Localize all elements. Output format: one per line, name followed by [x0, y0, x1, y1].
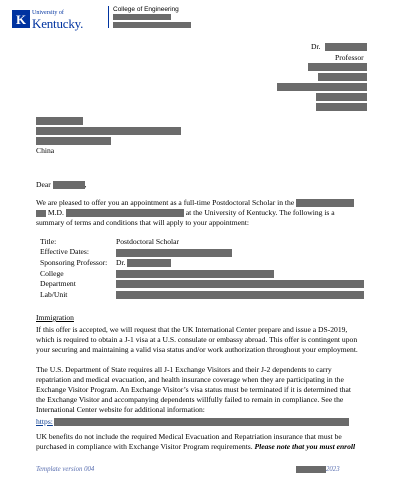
term-value: Postdoctoral Scholar — [116, 236, 180, 246]
redacted-addressee-line-3 — [277, 83, 367, 91]
immigration-paragraph-3 — [36, 432, 368, 452]
immigration-p2-line-1: The U.S. Department of State requires all J-1 Exchange Visitors and their J-2 dependents to carry — [36, 365, 332, 374]
term-value-prefix: Dr. — [116, 257, 126, 267]
logo-university-text: University of — [32, 10, 64, 16]
immigration-p1-line-2: which is required to obtain a J-1 visa at a U.S. consulate or embassy abroad. This offer is contingent upon — [36, 335, 358, 344]
immigration-p1-line-1: If this offer is accepted, we will request that the UK International Center prepare and issue a DS-2019, — [36, 325, 348, 334]
redacted-header-line-1 — [113, 14, 171, 20]
terms-row-department — [40, 278, 364, 289]
terms-row-sponsoring-professor — [40, 257, 364, 268]
intro-line-3: summary of terms and conditions that will apply to your appointment: — [36, 218, 250, 227]
redacted-program — [66, 209, 184, 217]
svg-text:K: K — [15, 12, 27, 27]
redacted-addressee-line-2 — [318, 73, 367, 81]
term-label: Sponsoring Professor: — [40, 257, 108, 267]
intro-md: M.D. — [47, 208, 64, 217]
university-logo — [12, 8, 112, 32]
international-center-link[interactable]: https: — [36, 417, 53, 426]
term-value — [116, 289, 364, 300]
immigration-p3-bold: Please note that you must enroll — [254, 442, 356, 451]
redacted-sponsor-name — [127, 259, 171, 267]
term-label: College — [40, 268, 64, 278]
term-value — [116, 247, 364, 258]
footer-year: 2023 — [326, 466, 340, 474]
college-name: College of Engineering — [113, 6, 179, 13]
redacted-college — [116, 270, 274, 278]
terms-row-college — [40, 268, 364, 279]
terms-row-effective-dates — [40, 247, 364, 258]
salutation — [36, 180, 87, 189]
immigration-link-line — [36, 417, 349, 426]
footer-date — [296, 466, 340, 473]
redacted-prefix — [36, 210, 46, 217]
terms-row-title — [40, 236, 364, 247]
redacted-addressee-name — [325, 43, 367, 51]
redacted-effective-dates — [116, 249, 232, 257]
header-divider — [108, 6, 109, 28]
addressee-honorific: Dr. — [311, 42, 321, 51]
redacted-salutation-name — [53, 181, 85, 189]
immigration-p2-line-4: the Exchange Visitor and accompanying dependents willfully failed to remain in compliance. See the — [36, 395, 344, 404]
term-value — [116, 257, 364, 268]
term-label: Title: — [40, 236, 57, 246]
term-label: Effective Dates: — [40, 247, 89, 257]
immigration-p3-line-2: purchased in compliance with Exchange Visitor Program requirements. — [36, 442, 253, 451]
salutation-comma: , — [84, 180, 87, 189]
terms-table — [40, 236, 364, 300]
terms-row-lab-unit — [40, 289, 364, 300]
logo-kentucky-text: Kentucky. — [32, 16, 84, 31]
immigration-paragraph-1 — [36, 325, 368, 355]
term-value — [116, 278, 364, 289]
term-value — [116, 268, 364, 279]
redacted-recipient-line-1 — [36, 127, 181, 135]
immigration-p2-line-3: Exchange Visitor Program. An Exchange Visitor’s visa status must be terminated if it is determined that — [36, 385, 352, 394]
redacted-recipient-name — [36, 117, 83, 125]
immigration-heading: Immigration — [36, 313, 74, 322]
addressee-title: Professor — [335, 53, 364, 62]
immigration-p2-line-2: repatriation and medical evacuation, and health insurance coverage when they are participating in the — [36, 375, 344, 384]
term-label: Lab/Unit — [40, 289, 68, 299]
redacted-addressee-line-5 — [316, 103, 367, 111]
redacted-footer-date — [296, 466, 326, 473]
redacted-addressee-line-1 — [308, 63, 367, 71]
redacted-recipient-line-2 — [36, 137, 111, 145]
redacted-header-line-2 — [113, 22, 191, 28]
redacted-department — [296, 199, 354, 207]
redacted-lab-unit — [116, 291, 364, 299]
intro-line-1: We are pleased to offer you an appointment as a full-time Postdoctoral Scholar in the — [36, 198, 295, 207]
recipient-country: China — [36, 146, 55, 155]
redacted-link-url — [54, 418, 349, 426]
intro-paragraph — [36, 198, 368, 228]
redacted-addressee-line-4 — [316, 93, 367, 101]
immigration-p1-line-3: your securing and maintaining a valid visa status and/or work authorization throughout your employment. — [36, 345, 358, 354]
template-version: Template version 004 — [36, 466, 95, 473]
intro-line-2: at the University of Kentucky. The following is a — [185, 208, 335, 217]
uk-logo-icon — [12, 10, 30, 28]
immigration-paragraph-2 — [36, 365, 368, 415]
term-label: Department — [40, 279, 76, 289]
immigration-p2-line-5: International Center website for additional information: — [36, 405, 205, 414]
immigration-p3-line-1: UK benefits do not include the required Medical Evacuation and Repatriation insurance that must be — [36, 432, 342, 441]
redacted-department-value — [116, 280, 364, 288]
salutation-word: Dear — [36, 180, 51, 189]
